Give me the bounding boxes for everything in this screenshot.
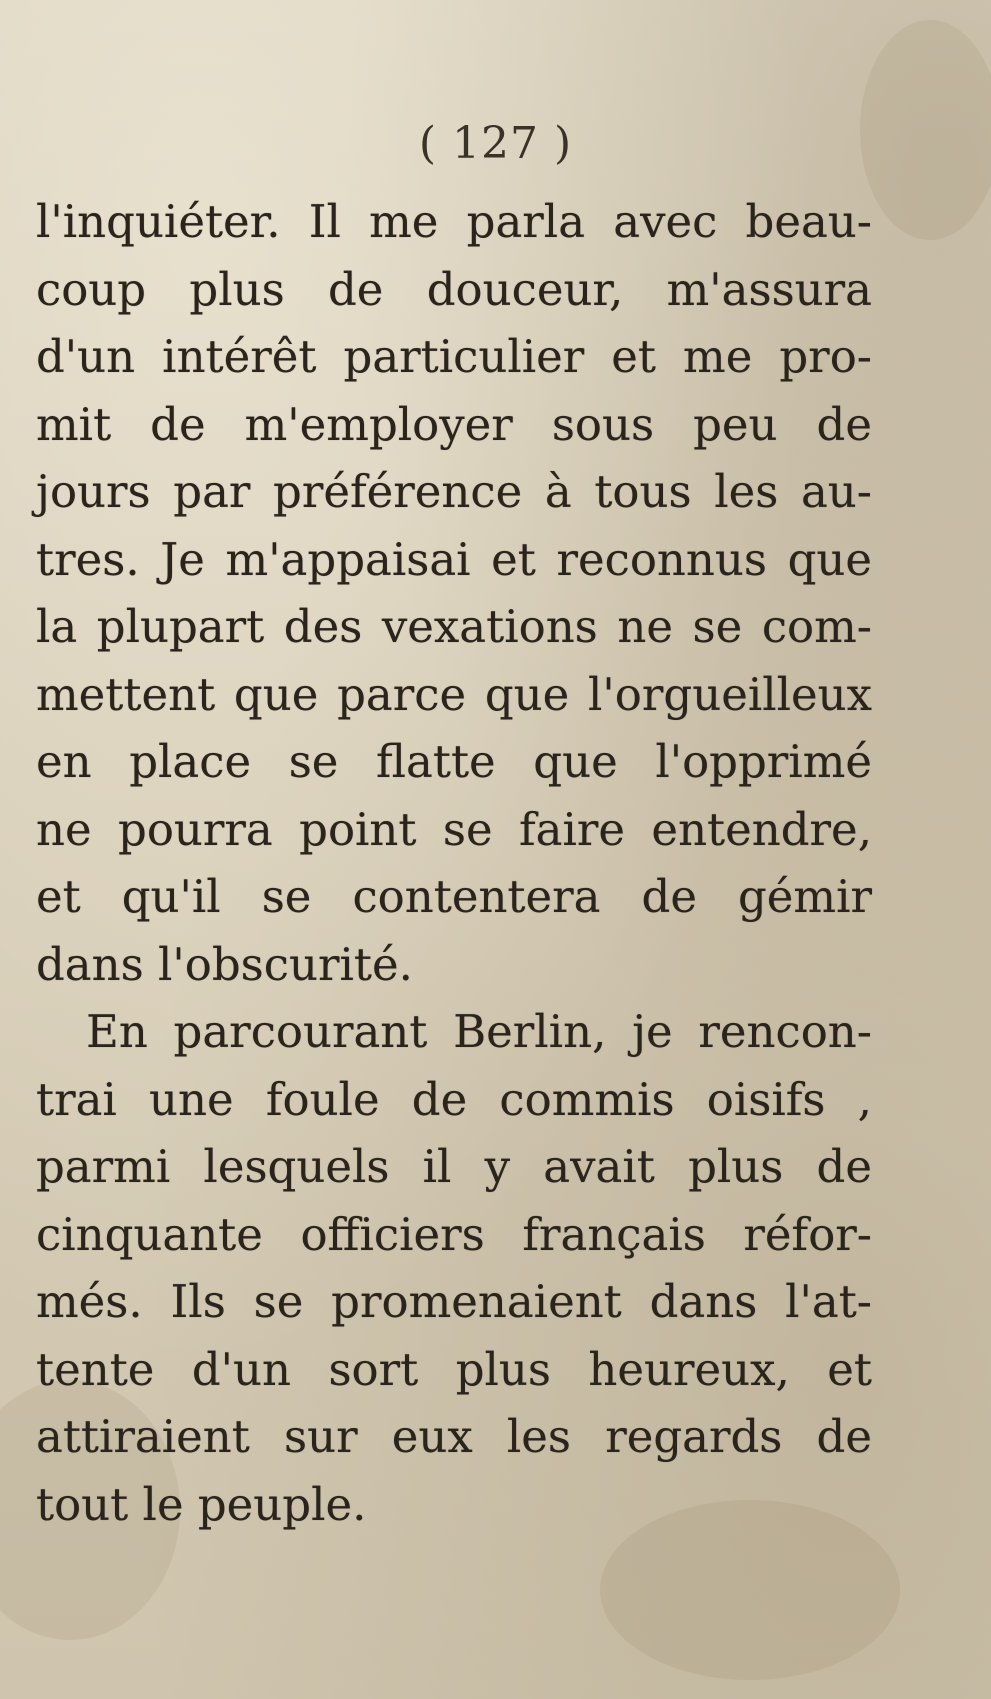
text-line: tente d'un sort plus heureux, et — [36, 1342, 872, 1396]
text-line: cinquante officiers français réfor- — [36, 1207, 872, 1261]
body-text — [36, 188, 872, 1538]
text-line: et qu'il se contentera de gémir — [36, 870, 872, 923]
text-line: coup plus de douceur, m'assura — [36, 262, 872, 316]
text-line: en place se flatte que l'opprimé — [36, 735, 872, 788]
page-number: ( 127 ) — [418, 118, 573, 169]
text-line: attiraient sur eux les regards de — [36, 1410, 872, 1463]
text-line: tres. Je m'appaisai et reconnus que — [36, 532, 872, 586]
text-line: tout le peuple. — [36, 1477, 367, 1531]
text-line: l'inquiéter. Il me parla avec beau- — [36, 195, 872, 248]
text-line: dans l'obscurité. — [36, 937, 413, 991]
text-line: ne pourra point se faire entendre, — [36, 802, 872, 856]
text-line: trai une foule de commis oisifs , — [36, 1072, 872, 1126]
text-line: parmi lesquels il y avait plus de — [36, 1140, 872, 1193]
text-line: jours par préférence à tous les au- — [36, 465, 872, 518]
text-line: la plupart des vexations ne se com- — [36, 600, 872, 653]
text-line: En parcourant Berlin, je rencon- — [86, 1005, 872, 1058]
text-line: més. Ils se promenaient dans l'at- — [36, 1275, 872, 1328]
text-line: mit de m'employer sous peu de — [36, 397, 872, 451]
text-line: d'un intérêt particulier et me pro- — [36, 330, 872, 383]
text-line: mettent que parce que l'orgueilleux — [36, 667, 872, 721]
